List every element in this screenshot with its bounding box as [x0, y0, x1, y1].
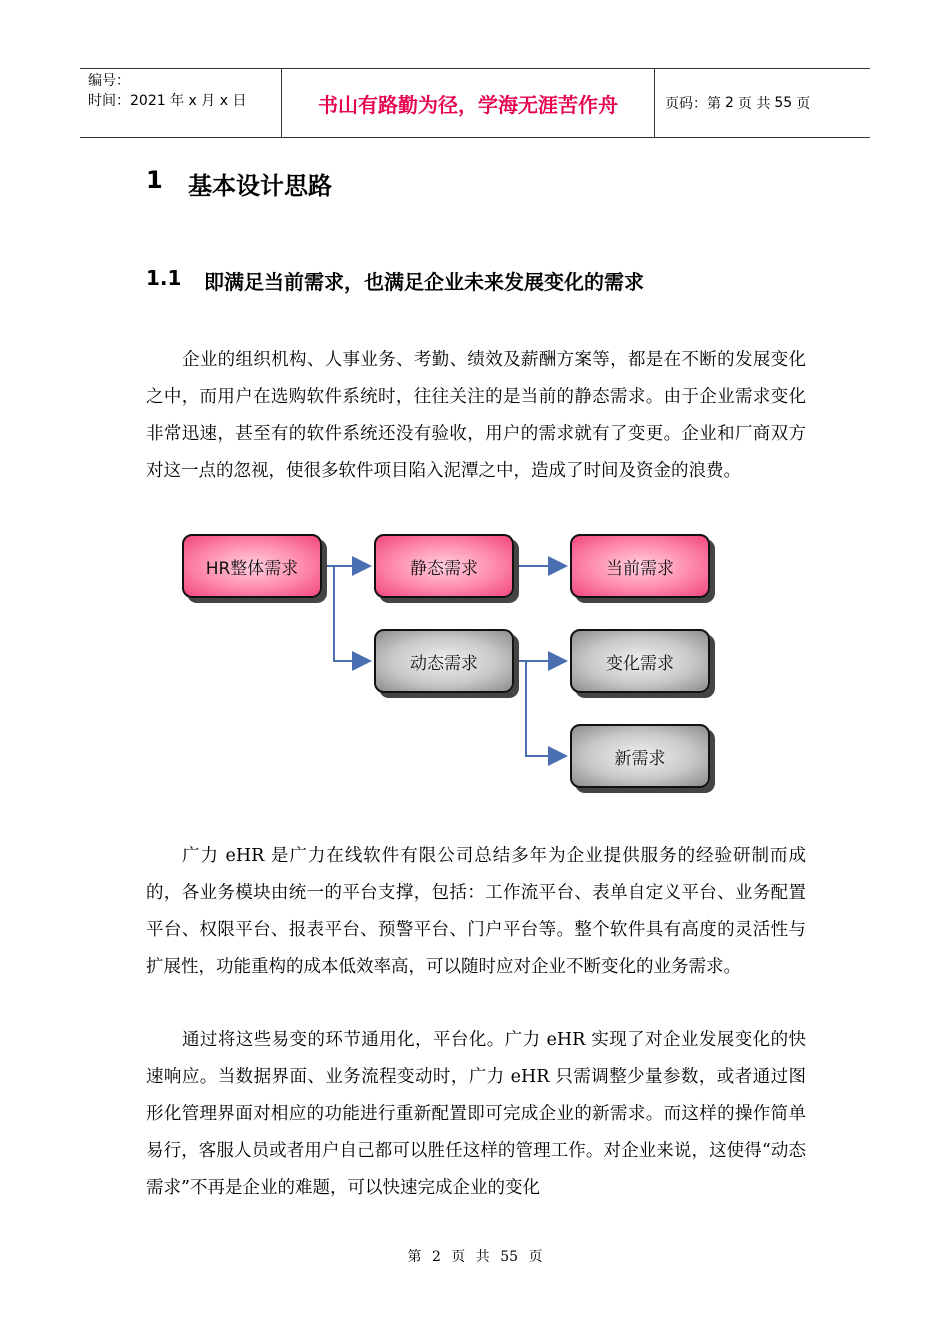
paragraph-1: 企业的组织机构、人事业务、考勤、绩效及薪酬方案等，都是在不断的发展变化之中，而用户在选购软件系统时，往往关注的是当前的静态需求。由于企业需求变化非常迅速，甚至有的软件系统还没有验收，用户的需求就有了变更。企业和厂商双方对这一点的忽视，使很多软件项目陷入泥潭之中，造成了时间及资金的浪费。 — [146, 350, 806, 481]
header-meta — [80, 69, 282, 137]
node-current-requirements: 当前需求 — [570, 534, 710, 598]
heading-1-number: 1 — [146, 166, 163, 194]
node-dynamic-requirements: 动态需求 — [374, 629, 514, 693]
requirements-diagram — [176, 528, 736, 808]
node-hr-requirements: HR整体需求 — [182, 534, 322, 598]
page-total: 55 — [774, 95, 793, 111]
heading-1 — [146, 166, 332, 201]
header-number-label: 编号： — [88, 73, 130, 89]
page-footer: 第 2 页 共 55 页 — [407, 1249, 543, 1265]
arrow-dynamic-new — [526, 661, 566, 756]
heading-2-title: 即满足当前需求，也满足企业未来发展变化的需求 — [204, 270, 644, 294]
node-change-requirements: 变化需求 — [570, 629, 710, 693]
page-label: 页码：第 — [665, 96, 721, 112]
heading-1-title: 基本设计思路 — [188, 172, 332, 200]
header-motto: 书山有路勤为径，学海无涯苦作舟 — [282, 69, 655, 137]
header-table — [80, 68, 870, 138]
page-current: 2 — [725, 95, 734, 111]
header-time-label: 时间：2021 年 x 月 x 日 — [88, 93, 247, 109]
arrow-hr-dynamic — [334, 566, 370, 661]
heading-2-number: 1.1 — [146, 266, 182, 290]
page-mid: 页 共 — [737, 96, 771, 112]
heading-2 — [146, 266, 644, 295]
node-new-requirements: 新需求 — [570, 724, 710, 788]
paragraph-3: 通过将这些易变的环节通用化，平台化。广力 eHR 实现了对企业发展变化的快速响应。当数据界面、业务流程变动时，广力 eHR 只需调整少量参数，或者通过图形化管理界面对相应的功能进行重新配置即可完成企业的新需求。而这样的操作简单易行，客服人员或者用户自己都可以胜任这样的管理工作。对企业来说，这使得“动态需求”不再是企业的难题，可以快速完成企业的变化 — [146, 1030, 806, 1198]
paragraph-2: 广力 eHR 是广力在线软件有限公司总结多年为企业提供服务的经验研制而成的，各业务模块由统一的平台支撑，包括：工作流平台、表单自定义平台、业务配置平台、权限平台、报表平台、预警平台、门户平台等。整个软件具有高度的灵活性与扩展性，功能重构的成本低效率高，可以随时应对企业不断变化的业务需求。 — [146, 846, 806, 977]
node-static-requirements: 静态需求 — [374, 534, 514, 598]
header-page-info — [655, 69, 870, 137]
page-end: 页 — [796, 96, 811, 112]
